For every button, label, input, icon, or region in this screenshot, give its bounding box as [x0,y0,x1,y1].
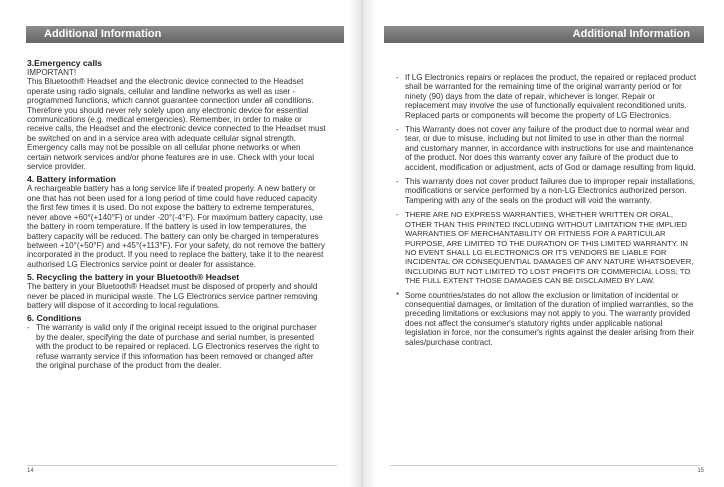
battery-information-heading: 4. Battery information [27,174,116,185]
list-bullet: - [396,210,399,220]
left-page-content [27,58,327,375]
list-item [396,177,698,205]
conditions-text: The warranty is valid only if the original receipt issued to the original purchaser by the dealer, specifying the date of purchase and serial number, is presented with the product to be repaired or replaced. LG Electronics reserves the right to refuse warranty service if this information has been removed or changed after the original purchase of the product from the dealer. [36,323,319,370]
page-number: 14 [27,468,34,474]
footer-rule [27,465,337,466]
warranty-tampering-text: This warranty does not cover product failures due to improper repair installations, modifications or service performed by a non-LG Electronics authorized person. Tampering with any of the seals on the product will void the warranty. [405,177,696,205]
conditions-section [27,313,327,370]
emergency-calls-text: This Bluetooth® Headset and the electronic device connected to the Headset operate using radio signals, cellular and landline networks as well as user - programmed functions, which cannot guarantee connection under all conditions. Therefore you should never rely solely upon any electronic device for essential communications (e.g. medical emergencies). Remember, in order to make or receive calls, the Headset and the electronic device connected to the Headset must be switched on and in a service area with adequate cellular signal strength. Emergency calls may not be possible on all cellular phone networks or when certain network services and/or phone features are in use. Check with your local service provider. [27,77,326,172]
right-page-content [396,73,698,352]
list-bullet: - [396,125,399,135]
warranty-wear-text: This Warranty does not cover any failure of the product due to normal wear and tear, or due to misuse, including but not limited to use in other than the normal and customary manner, in accordance with instructions for use and maintenance of the product. Nor does this warranty cover any failure of the product due to accident, modification or adjustment, acts of God or damage resulting from liquid. [405,125,696,172]
warranty-statutory-rights-text: Some countries/states do not allow the exclusion or limitation of incidental or consequential damages, or limitation of the duration of implied warranties, so the preceding limitations or exclusions may not apply to you. The warranty provided does not affect the consumer's statutory rights under applicable national legislation in force, nor the consumer's rights against the dealer arising from their sales/purchase contract. [405,290,695,347]
right-page [362,0,724,487]
warranty-repair-text: If LG Electronics repairs or replaces the product, the repaired or replaced product shall be warranted for the remaining time of the original warranty period or for ninety (90) days from the date of repair, whichever is longer. Repair or replacement may involve the use of functionally equivalent reconditioned units. Replaced parts or components will become the property of LG Electronics. [405,73,697,120]
battery-recycling-section [27,272,327,310]
battery-recycling-heading: 5. Recycling the battery in your Bluetooth® Headset [27,272,240,283]
battery-recycling-text: The battery in your Bluetooth® Headset must be disposed of properly and should never be placed in municipal waste. The LG Electronics service partner removing battery will dispose of it according to local regulations. [27,282,318,310]
list-item [396,125,698,172]
list-bullet: * [396,290,400,300]
conditions-heading: 6. Conditions [27,313,82,324]
section-header: Additional Information [26,26,344,43]
footer-rule [390,465,700,466]
battery-information-section [27,174,327,269]
list-bullet: - [27,323,30,333]
list-item [396,291,698,347]
important-label: IMPORTANT! [27,68,77,77]
list-item [27,323,327,370]
emergency-calls-section [27,58,327,171]
list-bullet: - [396,73,399,82]
warranty-disclaimer-text: THERE ARE NO EXPRESS WARRANTIES, WHETHER WRITTEN OR ORAL, OTHER THAN THIS PRINTED INCLUDING WITHOUT LIMITATION THE IMPLIED WARRANTIES OF MERCHANTABILITY OR FITNESS FOR A PARTICULAR PURPOSE, ARE LIMITED TO THE DURATION OF THIS LIMITED WARRANTY. IN NO EVENT SHALL LG ELECTRONICS OR ITS VENDORS BE LIABLE FOR INCIDENTAL OR CONSEQUENTIAL DAMAGES OF ANY NATURE WHATSOEVER, INCLUDING BUT NOT LIMITED TO LOST PROFITS OR COMMERCIAL LOSS; TO THE FULL EXTENT THOSE DAMAGES CAN BE DISCLAIMED BY LAW. [405,210,694,286]
page-number: 15 [697,468,704,474]
list-bullet: - [396,177,399,187]
emergency-calls-heading: 3.Emergency calls [27,58,103,68]
list-item [396,73,698,120]
section-header: Additional Information [384,26,704,43]
battery-information-text: A rechargeable battery has a long service life if treated properly. A new battery or one that has not been used for a long period of time could have reduced capacity the first few times it is used. Do not expose the battery to extreme temperatures, never above +60°(+140°F) or under -20°(-4°F). For maximum battery capacity, use the battery in room temperature. If the battery is used in low temperatures, the battery capacity will be reduced. The battery can only be charged in temperatures between +10°(+50°F) and +45°(+113°F). For your safety, do not remove the battery incorporated in the product. If you need to replace the battery, take it to the nearest authorised LG Electronics service point or dealer for assistance. [27,184,325,269]
list-item [396,210,698,285]
